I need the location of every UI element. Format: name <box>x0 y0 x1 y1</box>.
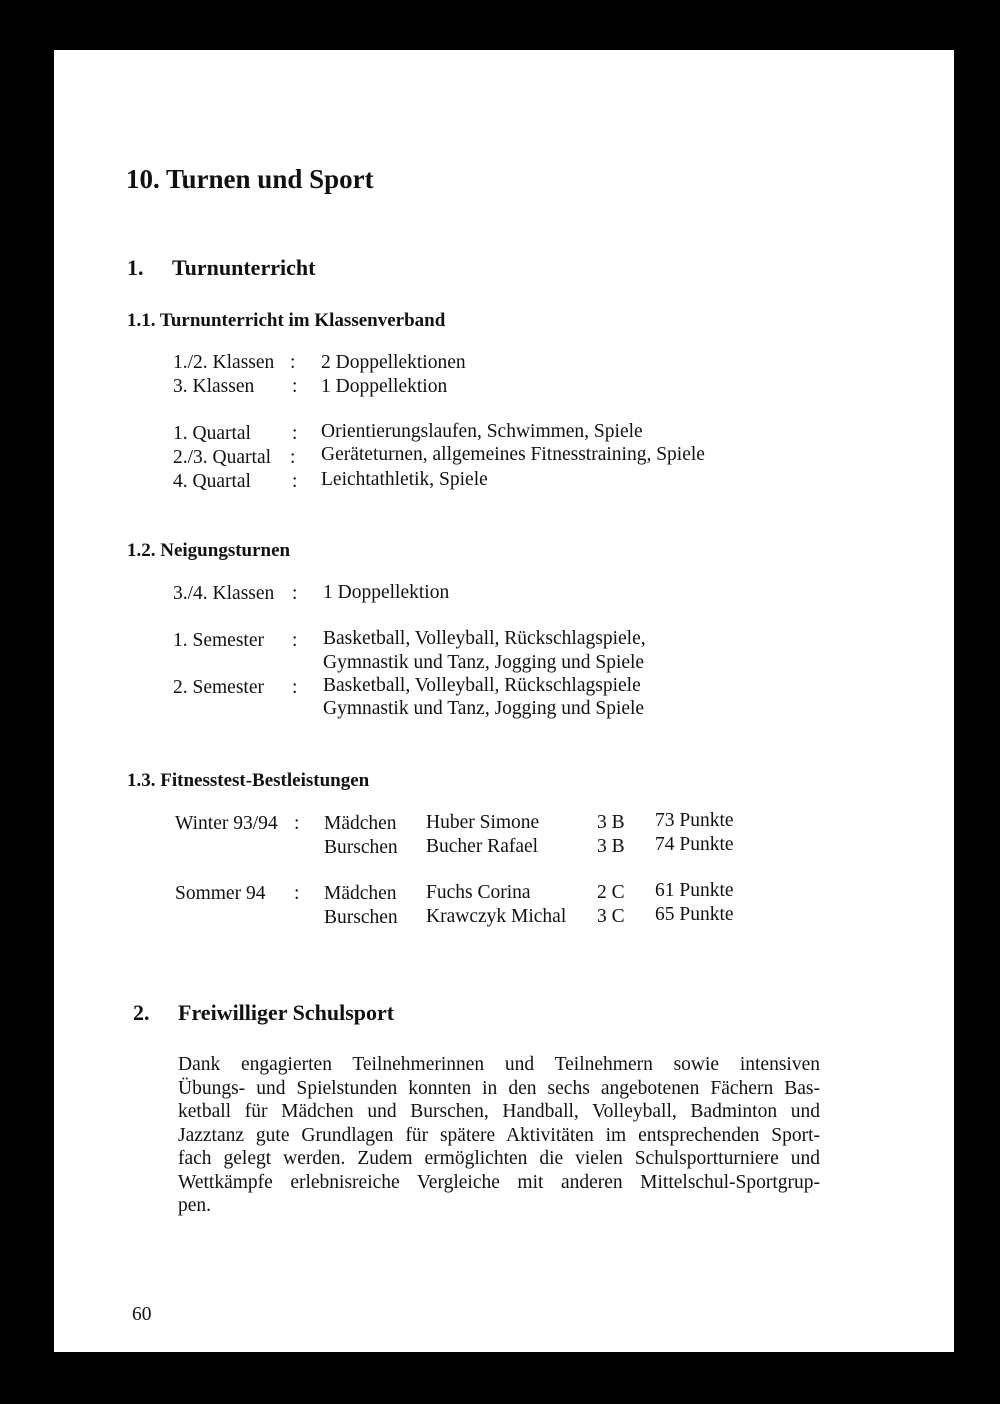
row-value: 2 Doppellektionen <box>321 352 466 373</box>
paragraph-line: fach gelegt werden. Zudem ermöglichten die vielen Schulsportturniere und <box>178 1148 820 1169</box>
row-label: 2. Semester <box>173 677 264 698</box>
paragraph-line: Übungs- und Spielstunden konnten in den sechs angebotenen Fächern Bas- <box>178 1077 820 1099</box>
athlete-name: Fuchs Corina <box>426 882 531 903</box>
row-value-continued: Gymnastik und Tanz, Jogging und Spiele <box>323 698 645 719</box>
subsection-1-1-title: 1.1. Turnunterricht im Klassenverband <box>127 310 446 331</box>
row-value: Leichtathletik, Spiele <box>321 469 488 490</box>
season-label: Sommer 94 <box>175 883 266 904</box>
row-colon: : <box>290 352 296 373</box>
row-label: 1./2. Klassen <box>173 352 275 373</box>
season-colon: : <box>294 883 300 904</box>
class: 3 B <box>597 836 625 857</box>
paragraph-line: ketball für Mädchen und Burschen, Handball, Volleyball, Badminton und <box>178 1101 820 1122</box>
chapter-title: 10. Turnen und Sport <box>126 164 374 194</box>
paragraph-line: Jazztanz gute Grundlagen für spätere Aktivitäten im entsprechenden Sport- <box>178 1124 820 1146</box>
row-value: 1 Doppellektion <box>323 582 450 603</box>
row-colon: : <box>292 376 298 397</box>
row-value: Basketball, Volleyball, Rückschlagspiele, <box>323 628 646 649</box>
row-colon: : <box>292 583 298 604</box>
paragraph-line: Dank engagierten Teilnehmerinnen und Teilnehmern sowie intensiven <box>178 1054 820 1075</box>
points: 73 Punkte <box>655 810 734 831</box>
paragraph-line: Wettkämpfe erlebnisreiche Vergleiche mit anderen Mittelschul-Sportgrup- <box>178 1171 820 1193</box>
section-1-number: 1. <box>127 255 144 280</box>
subsection-1-2-title: 1.2. Neigungsturnen <box>127 540 291 561</box>
gender: Mädchen <box>324 883 397 904</box>
subsection-1-3-title: 1.3. Fitnesstest-Bestleistungen <box>127 770 370 791</box>
paragraph-line: pen. <box>178 1195 212 1216</box>
points: 74 Punkte <box>655 834 734 855</box>
row-label: 1. Quartal <box>173 423 251 444</box>
page-number: 60 <box>132 1304 152 1325</box>
athlete-name: Huber Simone <box>426 812 540 833</box>
row-colon: : <box>292 423 298 444</box>
row-value: Geräteturnen, allgemeines Fitnesstraining, Spiele <box>321 444 705 465</box>
row-value: Orientierungslaufen, Schwimmen, Spiele <box>321 421 643 442</box>
row-value: 1 Doppellektion <box>321 376 448 397</box>
athlete-name: Bucher Rafael <box>426 836 539 857</box>
row-value-continued: Gymnastik und Tanz, Jogging und Spiele <box>323 652 645 673</box>
section-1-title: Turnunterricht <box>172 255 316 280</box>
row-label: 2./3. Quartal <box>173 447 272 468</box>
athlete-name: Krawczyk Michal <box>426 906 567 927</box>
points: 65 Punkte <box>655 904 734 925</box>
row-colon: : <box>290 447 296 468</box>
row-colon: : <box>292 677 298 698</box>
gender: Burschen <box>324 907 398 928</box>
class: 3 B <box>597 812 625 833</box>
row-label: 3. Klassen <box>173 376 255 397</box>
gender: Mädchen <box>324 813 397 834</box>
season-label: Winter 93/94 <box>175 813 278 834</box>
document-page <box>54 50 954 1352</box>
row-colon: : <box>292 630 298 651</box>
row-colon: : <box>292 471 298 492</box>
section-2-title: Freiwilliger Schulsport <box>178 1000 395 1025</box>
section-2-number: 2. <box>133 1000 150 1025</box>
row-label: 4. Quartal <box>173 471 251 492</box>
row-value: Basketball, Volleyball, Rückschlagspiele <box>323 675 641 696</box>
season-colon: : <box>294 813 300 834</box>
row-label: 1. Semester <box>173 630 264 651</box>
class: 2 C <box>597 882 625 903</box>
class: 3 C <box>597 906 625 927</box>
section-2-paragraph <box>178 1053 820 1218</box>
points: 61 Punkte <box>655 880 734 901</box>
row-label: 3./4. Klassen <box>173 583 275 604</box>
gender: Burschen <box>324 837 398 858</box>
